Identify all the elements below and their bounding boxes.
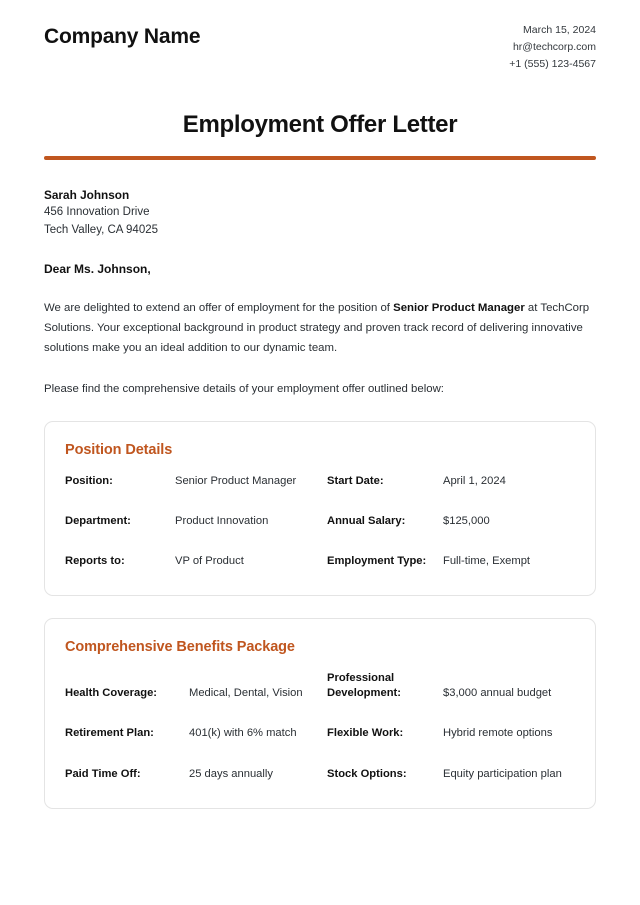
company-name: Company Name [44,25,201,48]
contact-email: hr@techcorp.com [512,41,596,53]
detail-value: 25 days annually [189,767,273,780]
benefits-package-title: Comprehensive Benefits Package [65,639,295,656]
recipient-name: Sarah Johnson [44,187,130,202]
detail-value: $3,000 annual budget [443,687,552,700]
detail-value: Equity participation plan [443,767,562,780]
detail-value: April 1, 2024 [443,474,506,487]
detail-label: Professional Development: [327,672,401,700]
detail-value: Hybrid remote options [443,727,553,740]
detail-label: Department: [65,515,131,527]
contact-block [509,22,596,73]
position-details-card [44,421,596,596]
detail-value: Medical, Dental, Vision [189,687,303,700]
position-details-grid [65,474,575,569]
body-paragraph-1-lead: We are delighted to extend an offer of employment for the position of [44,301,394,314]
body-paragraph-2: Please find the comprehensive details of your employment offer outlined below: [44,382,444,395]
detail-label: Reports to: [65,555,125,568]
detail-value: Product Innovation [175,515,269,527]
title-divider [44,156,596,160]
position-emphasis: Senior Product Manager [393,301,525,314]
recipient-city-state-zip: Tech Valley, CA 94025 [44,223,159,236]
contact-phone: +1 (555) 123-4567 [509,58,596,70]
detail-value: Full-time, Exempt [443,555,531,568]
document-title: Employment Offer Letter [182,111,458,138]
detail-value: VP of Product [175,555,244,568]
detail-label: Start Date: [327,474,384,487]
letter-date: March 15, 2024 [523,24,596,36]
detail-value: Senior Product Manager [175,474,297,487]
recipient-street: 456 Innovation Drive [44,206,150,219]
body-paragraph-1 [44,298,596,359]
detail-label: Health Coverage: [65,687,158,700]
detail-value: $125,000 [443,515,490,527]
detail-label: Flexible Work: [327,727,404,740]
recipient-address-block [44,186,596,240]
detail-label: Employment Type: [327,555,427,568]
salutation: Dear Ms. Johnson, [44,261,151,276]
letterhead [44,22,596,73]
detail-value: 401(k) with 6% match [189,727,297,740]
detail-label: Annual Salary: [327,515,406,527]
detail-label: Position: [65,474,113,487]
detail-label: Paid Time Off: [65,767,141,780]
benefits-package-card [44,618,596,808]
detail-label: Retirement Plan: [65,727,154,740]
body-paragraph-1-tail: at TechCorp Solutions. Your exceptional background in product strategy and proven track record of delivering innovative solutions make you an ideal addition to our dynamic team. [44,301,590,355]
benefits-details-grid [65,671,575,781]
detail-label: Stock Options: [327,767,407,780]
position-details-title: Position Details [65,441,173,458]
